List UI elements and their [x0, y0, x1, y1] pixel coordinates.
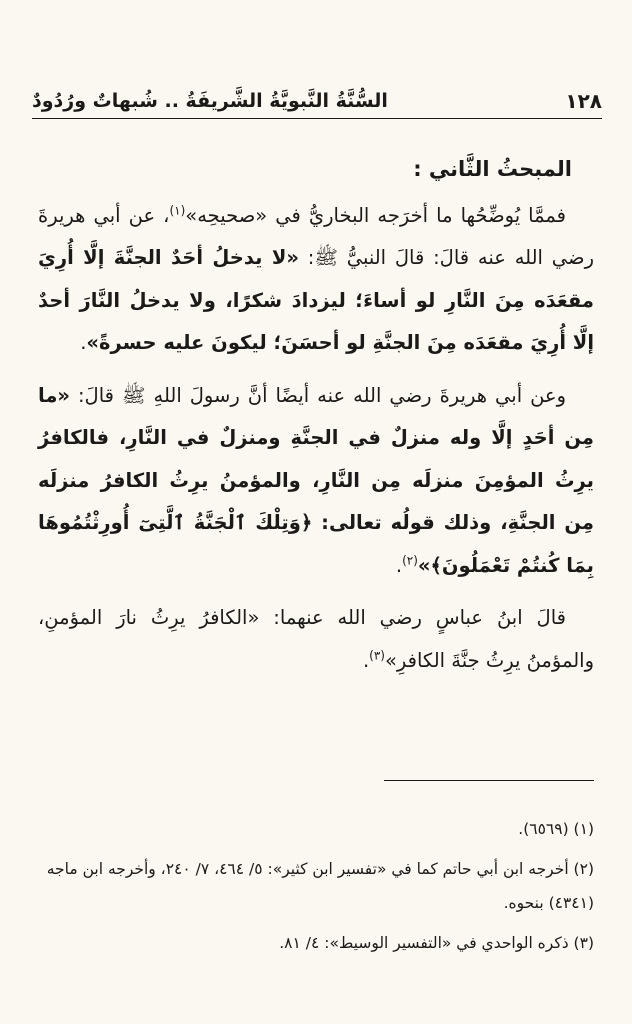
footnote-ref-1[interactable]: (١): [169, 203, 186, 217]
footnote-1: (١) (٦٥٦٩).: [518, 820, 594, 838]
footnote-divider: [384, 780, 594, 781]
paragraph-3-intro: قالَ ابنُ عباسٍ رضي الله عنهما: «الكافرُ يرِثُ نارَ المؤمنِ، والمؤمنُ يرِثُ جنَّةَ الكافرِ»: [38, 606, 594, 672]
page-number: ١٢٨: [565, 89, 602, 113]
paragraph-1-intro: فممَّا يُوضِّحُها ما أخرَجه البخاريُّ في «صحيحِه»: [185, 203, 566, 227]
hadith-quote-1: «لا يدخلُ أحَدٌ الجنَّةَ إلَّا أُرِيَ مقعَدَه مِنَ النَّارِ لو أساءَ؛ ليزدادَ شكرًا، ولا يدخلُ النَّارَ أحدٌ إلَّا أُرِيَ مقعَدَه مِنَ الجنَّةِ لو أحسَنَ؛ ليكونَ عليه حسرةً»: [38, 246, 594, 354]
paragraph-1-after: ، عن أبي هريرةَ رضي الله عنه قالَ: قالَ النبيُّ ﷺ:: [38, 203, 594, 269]
paragraph-3-end: .: [362, 648, 370, 672]
running-header: [32, 84, 602, 119]
book-title: السُّنَّةُ النَّبويَّةُ الشَّريفَةُ .. شُبهاتٌ ورُدُودٌ: [32, 90, 388, 112]
footnote-3: (٣) ذكره الواحدي في «التفسير الوسيط»: ٤/ ٨١.: [279, 934, 594, 952]
footnote-2: (٢) أخرجه ابن أبي حاتم كما في «تفسير ابن كثير»: ٥/ ٤٦٤، ٧/ ٢٤٠، وأخرجه ابن ماجه (٤٣٤١) بنحوه.: [46, 860, 594, 912]
page-body: [38, 148, 594, 692]
paragraph-1-end: .: [80, 331, 87, 354]
section-title: المبحثُ الثَّاني :: [413, 157, 572, 181]
paragraph-2-end: .: [395, 553, 403, 577]
paragraph-2: [38, 375, 594, 588]
footnote-ref-3[interactable]: (٣): [369, 648, 385, 662]
paragraph-1: [38, 195, 594, 365]
footnotes: [38, 812, 594, 966]
footnote-ref-2[interactable]: (٢): [402, 553, 418, 567]
paragraph-3: [38, 597, 594, 682]
hadith-quote-2: «ما مِن أحَدٍ إلَّا وله منزلٌ في الجنَّةِ ومنزلٌ في النَّارِ، فالكافرُ يرِثُ المؤمِنَ منزلَه مِن النَّارِ، والمؤمنُ يرِثُ الكافرُ منزلَه مِن الجنَّةِ، وذلك قولُه تعالى: ﴿وَتِلْكَ ٱلْجَنَّةُ ٱلَّتِىٓ أُورِثْتُمُوهَا بِمَا كُنتُمْ تَعْمَلُونَ﴾»: [38, 383, 594, 577]
paragraph-2-intro: وعن أبي هريرةَ رضي الله عنه أيضًا أنَّ رسولَ اللهِ ﷺ قالَ:: [70, 383, 566, 407]
